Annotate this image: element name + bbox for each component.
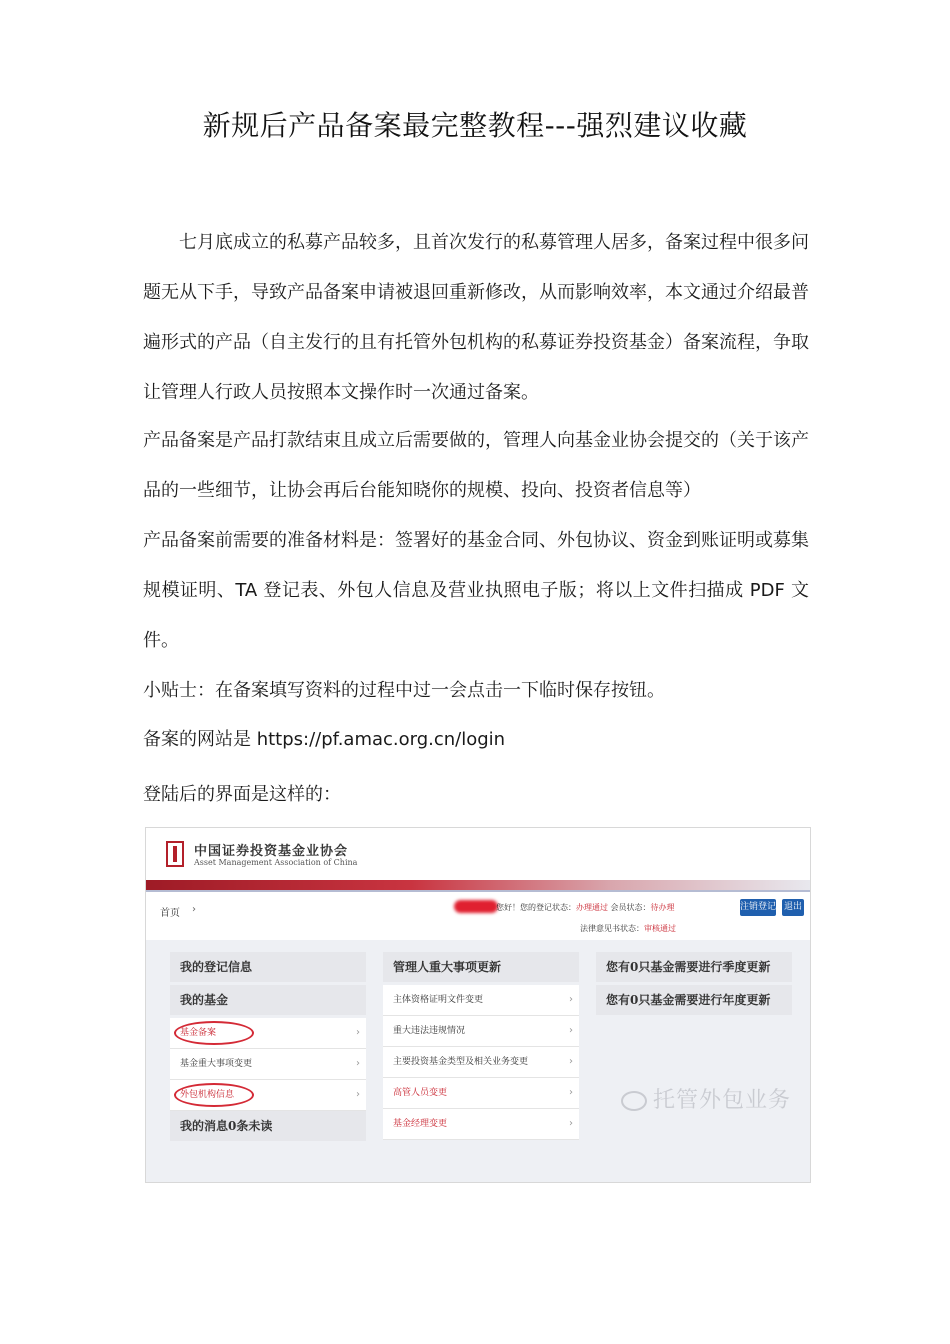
chevron-right-icon: › — [356, 1089, 360, 1100]
materials-paragraph: 产品备案前需要的准备材料是：签署好的基金合同、外包协议、资金到账证明或募集规模证明、TA 登记表、外包人信息及营业执照电子版；将以上文件扫描成 PDF 文件。 — [143, 530, 809, 651]
menu-item-executive-change[interactable]: 高管人员变更 › — [383, 1078, 579, 1109]
chevron-right-icon: › — [356, 1027, 360, 1038]
menu-item-violations[interactable]: 重大违法违规情况 › — [383, 1016, 579, 1047]
chevron-right-icon: › — [569, 1025, 573, 1036]
my-funds-heading[interactable]: 我的基金 — [170, 985, 366, 1015]
page-title: 新规后产品备案最完整教程---强烈建议收藏 — [202, 109, 748, 142]
my-messages[interactable]: 我的消息0条未读 — [170, 1111, 366, 1141]
exit-button[interactable]: 退出 — [782, 899, 804, 916]
portal-screenshot — [145, 827, 811, 1183]
highlight-circle — [174, 1021, 254, 1045]
redacted-username — [454, 900, 498, 913]
definition-paragraph: 产品备案是产品打款结束且成立后需要做的，管理人向基金业协会提交的（关于该产品的一些细节，让协会再后台能知晓你的规模、投向、投资者信息等） — [143, 430, 809, 501]
chevron-right-icon: › — [569, 1056, 573, 1067]
portal-logo-en: Asset Management Association of China — [194, 858, 358, 867]
chevron-right-icon: › — [569, 1087, 573, 1098]
chevron-right-icon: › — [569, 994, 573, 1005]
header-band — [146, 880, 810, 890]
menu-item-fund-type-change[interactable]: 主要投资基金类型及相关业务变更 › — [383, 1047, 579, 1078]
legal-opinion-status: 法律意见书状态：审核通过 — [580, 924, 676, 933]
manager-update-heading: 管理人重大事项更新 — [383, 952, 579, 982]
breadcrumb-arrow-icon: › — [192, 904, 196, 915]
portal-logo-cn: 中国证券投资基金业协会 — [194, 844, 349, 859]
menu-item-fund-manager-change[interactable]: 基金经理变更 › — [383, 1109, 579, 1140]
tip-paragraph: 小贴士：在备案填写资料的过程中过一会点击一下临时保存按钮。 — [143, 680, 665, 701]
chevron-right-icon: › — [356, 1058, 360, 1069]
website-paragraph: 备案的网站是 https://pf.amac.org.cn/login — [143, 729, 506, 750]
portal-header — [146, 828, 810, 880]
left-menu — [170, 952, 366, 1141]
menu-item-fund-filing[interactable]: 基金备案 › — [170, 1018, 366, 1049]
quarterly-update-notice[interactable]: 您有0只基金需要进行季度更新 — [596, 952, 792, 982]
amac-logo-icon — [166, 841, 184, 867]
menu-item-qualification-change[interactable]: 主体资格证明文件变更 › — [383, 985, 579, 1016]
menu-item-outsourcing-info[interactable]: 外包机构信息 › — [170, 1080, 366, 1111]
menu-item-fund-major-change[interactable]: 基金重大事项变更 › — [170, 1049, 366, 1080]
update-reminders — [596, 952, 792, 1018]
breadcrumb-home[interactable]: 首页 — [160, 908, 180, 919]
annual-update-notice[interactable]: 您有0只基金需要进行年度更新 — [596, 985, 792, 1015]
registration-status: 您好！您的登记状态：办理通过 会员状态：待办理 — [496, 903, 675, 912]
chevron-right-icon: › — [569, 1118, 573, 1129]
watermark: 托管外包业务 — [621, 1083, 791, 1114]
my-registration-info[interactable]: 我的登记信息 — [170, 952, 366, 982]
header-divider — [146, 890, 810, 892]
highlight-circle — [174, 1083, 254, 1107]
deregister-button[interactable]: 注销登记 — [740, 899, 776, 916]
intro-paragraph: 七月底成立的私募产品较多，且首次发行的私募管理人居多，备案过程中很多问题无从下手，导致产品备案申请被退回重新修改，从而影响效率，本文通过介绍最普遍形式的产品（自主发行的且有托管外包机构的私募证券投资基金）备案流程，争取让管理人行政人员按照本文操作时一次通过备案。 — [143, 232, 809, 403]
wechat-icon — [621, 1091, 647, 1111]
login-view-caption: 登陆后的界面是这样的： — [143, 784, 341, 805]
manager-update-menu — [383, 952, 579, 1140]
